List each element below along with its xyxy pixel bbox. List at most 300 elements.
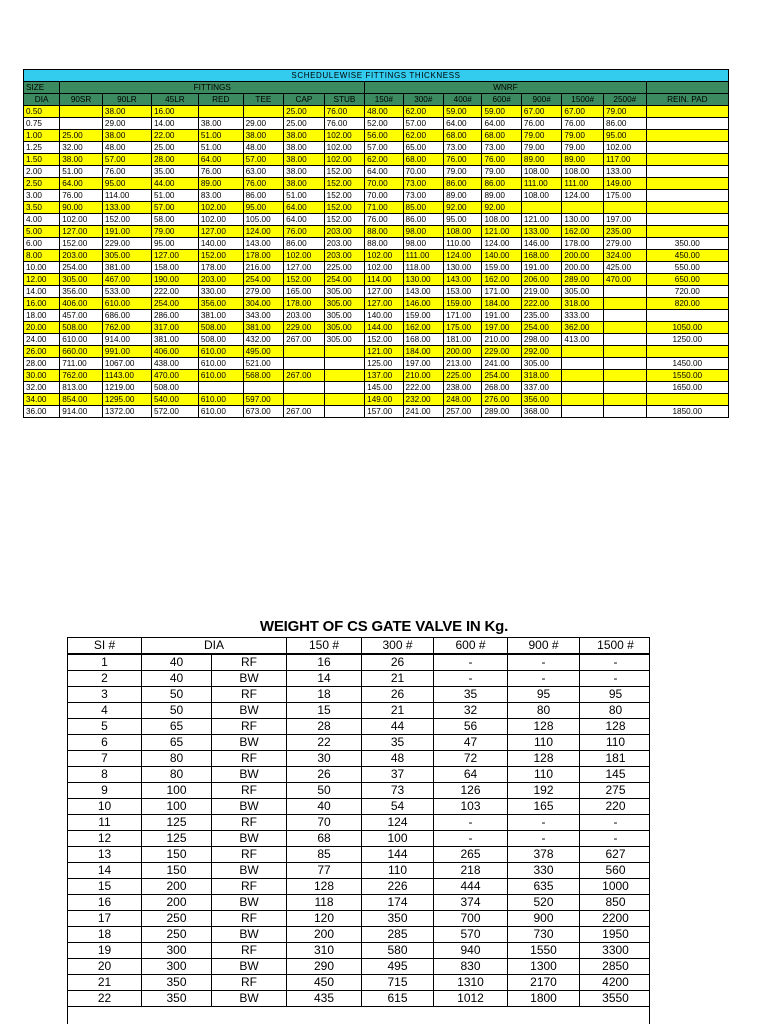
- table-cell: 21: [362, 703, 434, 719]
- table-cell: 1067.00: [102, 358, 151, 370]
- table-cell: 67.00: [521, 106, 562, 118]
- table-cell: 150: [142, 863, 212, 879]
- table-cell: 200.00: [562, 262, 604, 274]
- table-cell: 102.00: [365, 250, 403, 262]
- table-cell: 276.00: [482, 394, 521, 406]
- table-cell: -: [434, 671, 508, 687]
- table-cell: 12: [68, 831, 142, 847]
- table-cell: 337.00: [521, 382, 562, 394]
- table-cell: 4.00: [24, 214, 60, 226]
- table-cell: 89.00: [521, 154, 562, 166]
- table-cell: 2200: [580, 911, 650, 927]
- table-cell: 11: [68, 815, 142, 831]
- table-cell: 229.00: [284, 322, 325, 334]
- table-cell: 95: [508, 687, 580, 703]
- dia-header: DIA: [24, 94, 60, 106]
- gate-valve-table-frame: [67, 637, 650, 1024]
- table-cell: 89.00: [444, 190, 482, 202]
- column-header: 1500 #: [580, 638, 650, 655]
- table-cell: 64.00: [365, 166, 403, 178]
- table-cell: 232.00: [403, 394, 444, 406]
- table-row: [24, 406, 729, 418]
- table-cell: -: [580, 671, 650, 687]
- table-cell: 102.00: [324, 154, 365, 166]
- table-cell: 615: [362, 991, 434, 1007]
- table-cell: 152.00: [324, 190, 365, 202]
- table-cell: 285: [362, 927, 434, 943]
- table-cell: 110: [508, 735, 580, 751]
- table-cell: 162.00: [482, 274, 521, 286]
- table-row: [68, 943, 650, 959]
- table-cell: RF: [212, 655, 287, 671]
- column-header: 1500#: [562, 94, 604, 106]
- table-cell: 350: [142, 975, 212, 991]
- table-cell: 2850: [580, 959, 650, 975]
- table-cell: [603, 394, 646, 406]
- table-cell: RF: [212, 975, 287, 991]
- table-row: [24, 346, 729, 358]
- table-cell: 10: [68, 799, 142, 815]
- table-cell: 68: [287, 831, 362, 847]
- table-cell: 191.00: [521, 262, 562, 274]
- table-cell: 17: [68, 911, 142, 927]
- table-cell: 59.00: [482, 106, 521, 118]
- table-cell: 222.00: [521, 298, 562, 310]
- table-cell: 25.00: [284, 106, 325, 118]
- table-cell: 330: [508, 863, 580, 879]
- table-cell: 76.00: [324, 118, 365, 130]
- table-cell: 86.00: [603, 118, 646, 130]
- table-cell: 444: [434, 879, 508, 895]
- table-cell: 28.00: [151, 154, 198, 166]
- table-row: [68, 719, 650, 735]
- table-cell: 143.00: [403, 286, 444, 298]
- table-cell: 20.00: [24, 322, 60, 334]
- table-cell: 73.00: [444, 142, 482, 154]
- table-cell: 508.00: [151, 382, 198, 394]
- table-cell: 495: [362, 959, 434, 975]
- table-cell: [603, 322, 646, 334]
- table-cell: 44.00: [151, 178, 198, 190]
- table-cell: -: [580, 655, 650, 671]
- table-cell: [243, 382, 284, 394]
- table-cell: 40: [287, 799, 362, 815]
- table-cell: 190.00: [151, 274, 198, 286]
- table-cell: 68.00: [482, 130, 521, 142]
- table-cell: BW: [212, 959, 287, 975]
- table-cell: 144: [362, 847, 434, 863]
- table-cell: 62.00: [403, 106, 444, 118]
- table-cell: 152.00: [324, 166, 365, 178]
- table-cell: 0.75: [24, 118, 60, 130]
- table-cell: 51.00: [284, 190, 325, 202]
- table-cell: 127.00: [151, 250, 198, 262]
- table-cell: 165.00: [284, 286, 325, 298]
- table-row: [68, 959, 650, 975]
- table-cell: 378: [508, 847, 580, 863]
- table-cell: 610.00: [102, 298, 151, 310]
- table-cell: 89.00: [198, 178, 243, 190]
- table-cell: 305.00: [324, 322, 365, 334]
- table-cell: 105.00: [243, 214, 284, 226]
- table-cell: [562, 202, 604, 214]
- table-cell: 158.00: [151, 262, 198, 274]
- column-header: 90SR: [60, 94, 103, 106]
- table-cell: [324, 346, 365, 358]
- table-cell: 124: [362, 815, 434, 831]
- table-cell: 62.00: [365, 154, 403, 166]
- table-cell: 168.00: [403, 334, 444, 346]
- table-cell: -: [508, 815, 580, 831]
- table-cell: 130.00: [444, 262, 482, 274]
- table-cell: [562, 394, 604, 406]
- table-row: [68, 863, 650, 879]
- table-cell: [198, 382, 243, 394]
- table-row: [24, 394, 729, 406]
- table-cell: 1.50: [24, 154, 60, 166]
- table-cell: [562, 358, 604, 370]
- table-cell: 102.00: [324, 130, 365, 142]
- table-cell: 254.00: [482, 370, 521, 382]
- table-cell: 470.00: [151, 370, 198, 382]
- table-cell: 305.00: [324, 334, 365, 346]
- table-row: [68, 751, 650, 767]
- table-row: [24, 154, 729, 166]
- table-cell: 1250.00: [646, 334, 728, 346]
- table-cell: 711.00: [60, 358, 103, 370]
- table-cell: 1850.00: [646, 406, 728, 418]
- table-row: [24, 310, 729, 322]
- table-cell: [646, 214, 728, 226]
- table-cell: 381.00: [151, 334, 198, 346]
- table-cell: 229.00: [482, 346, 521, 358]
- table-cell: 305.00: [562, 286, 604, 298]
- table-cell: [284, 382, 325, 394]
- rein-pad-spacer: [646, 82, 728, 94]
- table-cell: 19: [68, 943, 142, 959]
- table-cell: 38.00: [284, 178, 325, 190]
- table-cell: 4: [68, 703, 142, 719]
- table-cell: 673.00: [243, 406, 284, 418]
- table-cell: 203.00: [324, 226, 365, 238]
- table-cell: -: [508, 655, 580, 671]
- table-cell: 18.00: [24, 310, 60, 322]
- table-cell: 830: [434, 959, 508, 975]
- table-cell: 1000: [580, 879, 650, 895]
- table-cell: 235.00: [521, 310, 562, 322]
- table-cell: 90.00: [60, 202, 103, 214]
- table-cell: 450: [287, 975, 362, 991]
- table-cell: 128: [580, 719, 650, 735]
- table-cell: 48.00: [365, 106, 403, 118]
- column-header: 400#: [444, 94, 482, 106]
- table-cell: 79.00: [521, 130, 562, 142]
- table-cell: 73.00: [403, 190, 444, 202]
- table-cell: 5: [68, 719, 142, 735]
- table-cell: [324, 358, 365, 370]
- table-cell: 305.00: [324, 310, 365, 322]
- table-cell: RF: [212, 751, 287, 767]
- table-cell: 3.50: [24, 202, 60, 214]
- table-cell: [603, 382, 646, 394]
- table-cell: 686.00: [102, 310, 151, 322]
- table-cell: 127.00: [365, 298, 403, 310]
- table-cell: 610.00: [198, 370, 243, 382]
- table-row: [68, 991, 650, 1007]
- table-cell: 241.00: [403, 406, 444, 418]
- table-cell: 38.00: [284, 166, 325, 178]
- column-header: 900 #: [508, 638, 580, 655]
- table-cell: 146.00: [521, 238, 562, 250]
- table-cell: 76.00: [102, 166, 151, 178]
- table-cell: 38.00: [284, 142, 325, 154]
- table-cell: 940: [434, 943, 508, 959]
- table-cell: 350: [362, 911, 434, 927]
- table-cell: BW: [212, 831, 287, 847]
- table-cell: [562, 382, 604, 394]
- table-cell: 143.00: [243, 238, 284, 250]
- table-cell: 432.00: [243, 334, 284, 346]
- table-cell: [562, 406, 604, 418]
- table-cell: 52.00: [365, 118, 403, 130]
- table-cell: 8: [68, 767, 142, 783]
- table-cell: 26: [287, 767, 362, 783]
- fittings-thickness-table: [23, 69, 729, 418]
- table-cell: 64.00: [482, 118, 521, 130]
- table-cell: 254.00: [324, 274, 365, 286]
- table-cell: 128: [287, 879, 362, 895]
- table-cell: 159.00: [403, 310, 444, 322]
- table-cell: 95.00: [444, 214, 482, 226]
- table-row: [24, 262, 729, 274]
- column-header: 600 #: [434, 638, 508, 655]
- table-cell: 200: [287, 927, 362, 943]
- column-header: 300 #: [362, 638, 434, 655]
- table-cell: 127.00: [365, 286, 403, 298]
- table-row: [68, 735, 650, 751]
- table-cell: 68.00: [444, 130, 482, 142]
- column-header: 2500#: [603, 94, 646, 106]
- table-cell: 203.00: [324, 238, 365, 250]
- table-cell: 73.00: [482, 142, 521, 154]
- table-cell: 57.00: [365, 142, 403, 154]
- table-cell: 146.00: [403, 298, 444, 310]
- table-cell: 71.00: [365, 202, 403, 214]
- table-cell: 457.00: [60, 310, 103, 322]
- table-cell: 8.00: [24, 250, 60, 262]
- table-cell: 22.00: [151, 130, 198, 142]
- table-cell: 3: [68, 687, 142, 703]
- table-cell: [646, 106, 728, 118]
- table-cell: [646, 142, 728, 154]
- table-cell: 79.00: [444, 166, 482, 178]
- gate-valve-title: WEIGHT OF CS GATE VALVE IN Kg.: [259, 618, 509, 635]
- table-cell: 130.00: [403, 274, 444, 286]
- table-cell: 174: [362, 895, 434, 911]
- table-cell: 65.00: [403, 142, 444, 154]
- table-cell: 102.00: [60, 214, 103, 226]
- table-cell: 213.00: [444, 358, 482, 370]
- table-cell: 381.00: [243, 322, 284, 334]
- table-cell: RF: [212, 719, 287, 735]
- table-cell: 14.00: [151, 118, 198, 130]
- table-row: [24, 190, 729, 202]
- table-cell: 133.00: [603, 166, 646, 178]
- column-header: CAP: [284, 94, 325, 106]
- table-cell: 184.00: [403, 346, 444, 358]
- table-cell: 356.00: [198, 298, 243, 310]
- table-cell: -: [508, 671, 580, 687]
- table-cell: 175.00: [603, 190, 646, 202]
- table-cell: 610.00: [60, 334, 103, 346]
- table-cell: 127.00: [60, 226, 103, 238]
- table-cell: [562, 370, 604, 382]
- table-cell: 210.00: [403, 370, 444, 382]
- table-cell: [284, 358, 325, 370]
- table-row: [68, 975, 650, 991]
- table-cell: 854.00: [60, 394, 103, 406]
- table-cell: 254.00: [151, 298, 198, 310]
- table-cell: 991.00: [102, 346, 151, 358]
- table-cell: 121.00: [521, 214, 562, 226]
- table-cell: 57.00: [151, 202, 198, 214]
- table-cell: 813.00: [60, 382, 103, 394]
- table-cell: 265: [434, 847, 508, 863]
- table-cell: 820.00: [646, 298, 728, 310]
- table-row: [24, 214, 729, 226]
- table-cell: 57.00: [243, 154, 284, 166]
- column-header: 600#: [482, 94, 521, 106]
- table-cell: 200.00: [444, 346, 482, 358]
- table-cell: 305.00: [102, 250, 151, 262]
- table-cell: 63.00: [243, 166, 284, 178]
- table-cell: 226: [362, 879, 434, 895]
- table-cell: 98.00: [403, 238, 444, 250]
- table-cell: 914.00: [60, 406, 103, 418]
- table-cell: [646, 118, 728, 130]
- table-cell: 38.00: [284, 154, 325, 166]
- table-cell: 86.00: [284, 238, 325, 250]
- table-row: [24, 250, 729, 262]
- table-cell: 127.00: [284, 262, 325, 274]
- table-cell: 1.25: [24, 142, 60, 154]
- table-cell: 22: [287, 735, 362, 751]
- table-cell: 51.00: [198, 142, 243, 154]
- table-cell: 127.00: [198, 226, 243, 238]
- table-cell: 110.00: [444, 238, 482, 250]
- table-cell: 110: [580, 735, 650, 751]
- table-row: [68, 815, 650, 831]
- table-cell: 350: [142, 991, 212, 1007]
- table-cell: 650.00: [646, 274, 728, 286]
- table-cell: 37: [362, 767, 434, 783]
- table-cell: 1950: [580, 927, 650, 943]
- table-cell: [562, 346, 604, 358]
- table-cell: 133.00: [521, 226, 562, 238]
- table-cell: 15: [68, 879, 142, 895]
- table-cell: 14: [287, 671, 362, 687]
- table-cell: 152.00: [284, 274, 325, 286]
- table-cell: 350.00: [646, 238, 728, 250]
- table-row: [24, 358, 729, 370]
- table-cell: 715: [362, 975, 434, 991]
- table-cell: 289.00: [562, 274, 604, 286]
- table-cell: 5.00: [24, 226, 60, 238]
- table-row: [24, 118, 729, 130]
- table-cell: 21: [68, 975, 142, 991]
- table-cell: 660.00: [60, 346, 103, 358]
- table-cell: 65: [142, 735, 212, 751]
- table-cell: 24.00: [24, 334, 60, 346]
- table-cell: 1550.00: [646, 370, 728, 382]
- table-row: [24, 274, 729, 286]
- table-cell: 254.00: [243, 274, 284, 286]
- table-cell: 9: [68, 783, 142, 799]
- table-cell: 219.00: [521, 286, 562, 298]
- table-cell: 1300: [508, 959, 580, 975]
- table-cell: 76.00: [365, 214, 403, 226]
- table-cell: 100: [362, 831, 434, 847]
- table-cell: 540.00: [151, 394, 198, 406]
- table-cell: 38.00: [198, 118, 243, 130]
- table-cell: 6: [68, 735, 142, 751]
- table-cell: 730: [508, 927, 580, 943]
- column-header: TEE: [243, 94, 284, 106]
- table-cell: 48.00: [243, 142, 284, 154]
- table-cell: [603, 346, 646, 358]
- table-row: [68, 847, 650, 863]
- table-cell: 150: [142, 847, 212, 863]
- table-cell: 88.00: [365, 226, 403, 238]
- table-cell: 64: [434, 767, 508, 783]
- table-cell: 114.00: [365, 274, 403, 286]
- table-cell: 67.00: [562, 106, 604, 118]
- table-cell: [603, 358, 646, 370]
- table-cell: 200: [142, 895, 212, 911]
- table-cell: BW: [212, 735, 287, 751]
- table-row: [24, 238, 729, 250]
- table-cell: 108.00: [444, 226, 482, 238]
- table-cell: 57.00: [403, 118, 444, 130]
- column-header: DIA: [142, 638, 287, 655]
- table-cell: 56: [434, 719, 508, 735]
- table-cell: 10.00: [24, 262, 60, 274]
- table-cell: 126: [434, 783, 508, 799]
- table-cell: 162.00: [562, 226, 604, 238]
- table-row: [24, 142, 729, 154]
- table-cell: [198, 106, 243, 118]
- table-cell: 250: [142, 911, 212, 927]
- table-cell: 206.00: [521, 274, 562, 286]
- table-cell: 32: [434, 703, 508, 719]
- table-cell: 51.00: [60, 166, 103, 178]
- table-cell: 356.00: [60, 286, 103, 298]
- table-cell: 73: [362, 783, 434, 799]
- table-cell: -: [580, 831, 650, 847]
- table-cell: 1050.00: [646, 322, 728, 334]
- table-cell: 98.00: [403, 226, 444, 238]
- table-cell: 225.00: [444, 370, 482, 382]
- table-cell: 143.00: [444, 274, 482, 286]
- table-cell: 47: [434, 735, 508, 751]
- table-cell: 124.00: [444, 250, 482, 262]
- table-cell: 362.00: [562, 322, 604, 334]
- table-cell: 508.00: [198, 334, 243, 346]
- table-cell: RF: [212, 815, 287, 831]
- table-cell: 2170: [508, 975, 580, 991]
- table-cell: 1800: [508, 991, 580, 1007]
- fittings-group-header: FITTINGS: [60, 82, 365, 94]
